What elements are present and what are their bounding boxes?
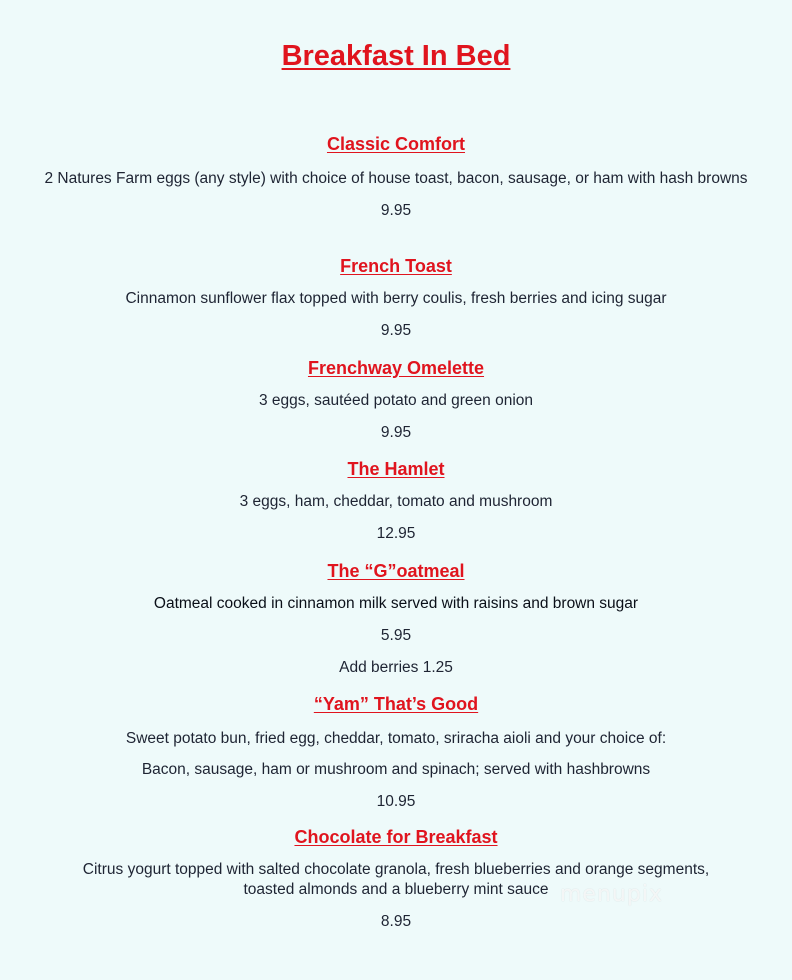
menu-item-frenchway-omelette bbox=[40, 357, 752, 443]
menu-title: Breakfast In Bed bbox=[281, 40, 511, 72]
item-name: Chocolate for Breakfast bbox=[294, 827, 498, 847]
item-name: The “G”oatmeal bbox=[327, 561, 465, 581]
item-price: 9.95 bbox=[380, 322, 412, 339]
item-description-2: Bacon, sausage, ham or mushroom and spinach; served with hashbrowns bbox=[141, 761, 651, 778]
item-description: Citrus yogurt topped with salted chocolate granola, fresh blueberries and orange segments, toasted almonds and a blueberry mint sauce bbox=[82, 861, 710, 898]
item-name: Frenchway Omelette bbox=[307, 358, 485, 378]
item-price: 9.95 bbox=[380, 202, 412, 219]
item-price: 9.95 bbox=[380, 424, 412, 441]
item-name: “Yam” That’s Good bbox=[313, 694, 479, 714]
menu-item-yam-thats-good bbox=[40, 693, 752, 812]
item-price: 10.95 bbox=[376, 793, 416, 810]
item-description: Cinnamon sunflower flax topped with berry coulis, fresh berries and icing sugar bbox=[125, 290, 667, 307]
menu-item-french-toast bbox=[40, 255, 752, 341]
menu-item-goatmeal bbox=[40, 560, 752, 678]
item-description: Oatmeal cooked in cinnamon milk served with raisins and brown sugar bbox=[153, 595, 639, 612]
item-price: 5.95 bbox=[380, 627, 412, 644]
item-price: 8.95 bbox=[380, 913, 412, 930]
item-price: 12.95 bbox=[376, 525, 416, 542]
item-name: French Toast bbox=[340, 256, 452, 276]
item-addon: Add berries 1.25 bbox=[339, 659, 453, 676]
item-description: Sweet potato bun, fried egg, cheddar, tomato, sriracha aioli and your choice of: bbox=[125, 730, 667, 747]
item-name: The Hamlet bbox=[347, 459, 445, 479]
item-description: 3 eggs, ham, cheddar, tomato and mushroom bbox=[239, 493, 553, 510]
item-name: Classic Comfort bbox=[326, 134, 466, 154]
item-description: 3 eggs, sautéed potato and green onion bbox=[258, 392, 534, 409]
menu-item-classic-comfort bbox=[40, 133, 752, 221]
menu-item-the-hamlet bbox=[40, 458, 752, 544]
watermark-logo: menupix bbox=[560, 882, 663, 907]
item-description: 2 Natures Farm eggs (any style) with choice of house toast, bacon, sausage, or ham with hash browns bbox=[44, 170, 748, 187]
menu-item-chocolate-for-breakfast bbox=[40, 826, 752, 932]
